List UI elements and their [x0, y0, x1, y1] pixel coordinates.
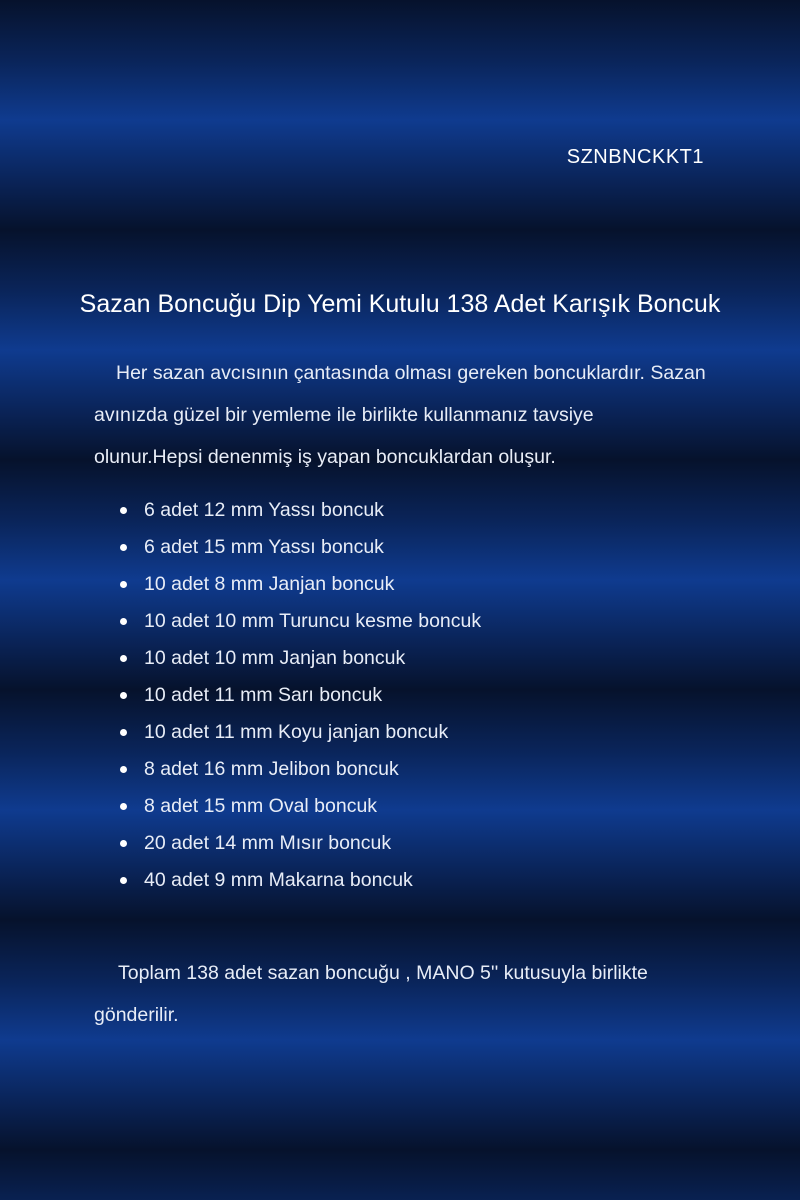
bullet-icon — [120, 618, 127, 625]
bullet-icon — [120, 655, 127, 662]
closing-paragraph: Toplam 138 adet sazan boncuğu , MANO 5'' kutusuyla birlikte gönderilir. — [94, 962, 648, 1026]
product-code: SZNBNCKKT1 — [566, 146, 704, 168]
list-item-text: 8 adet 16 mm Jelibon boncuk — [144, 758, 399, 780]
list-item-text: 10 adet 11 mm Sarı boncuk — [144, 684, 383, 706]
list-item-text: 10 adet 11 mm Koyu janjan boncuk — [144, 721, 449, 743]
list-item — [112, 751, 481, 788]
bullet-icon — [120, 803, 127, 810]
bullet-icon — [120, 729, 127, 736]
list-item-text: 6 adet 12 mm Yassı boncuk — [144, 499, 384, 521]
list-item — [112, 529, 481, 566]
list-item — [112, 603, 481, 640]
list-item-text: 20 adet 14 mm Mısır boncuk — [144, 832, 392, 854]
page-title: Sazan Boncuğu Dip Yemi Kutulu 138 Adet Karışık Boncuk — [79, 290, 721, 318]
list-item-text: 6 adet 15 mm Yassı boncuk — [144, 536, 384, 558]
bullet-icon — [120, 692, 127, 699]
list-item — [112, 677, 481, 714]
list-item-text: 10 adet 10 mm Janjan boncuk — [144, 647, 406, 669]
list-item-text: 10 adet 10 mm Turuncu kesme boncuk — [144, 610, 482, 632]
list-item-text: 40 adet 9 mm Makarna boncuk — [144, 869, 413, 891]
bullet-icon — [120, 544, 127, 551]
list-item — [112, 714, 481, 751]
list-item-text: 10 adet 8 mm Janjan boncuk — [144, 573, 395, 595]
bullet-icon — [120, 877, 127, 884]
list-item — [112, 566, 481, 603]
list-item — [112, 825, 481, 862]
intro-paragraph: Her sazan avcısının çantasında olması gereken boncuklardır. Sazan avınızda güzel bir yemleme ile birlikte kullanmanız tavsiye olunur.Hepsi denenmiş iş yapan boncuklardan oluşur. — [94, 362, 706, 468]
bullet-icon — [120, 581, 127, 588]
list-item — [112, 788, 481, 825]
bullet-icon — [120, 507, 127, 514]
list-item-text: 8 adet 15 mm Oval boncuk — [144, 795, 378, 817]
list-item — [112, 862, 481, 899]
bullet-icon — [120, 766, 127, 773]
list-item — [112, 492, 481, 529]
bullet-icon — [120, 840, 127, 847]
list-item — [112, 640, 481, 677]
bead-list — [112, 492, 481, 899]
